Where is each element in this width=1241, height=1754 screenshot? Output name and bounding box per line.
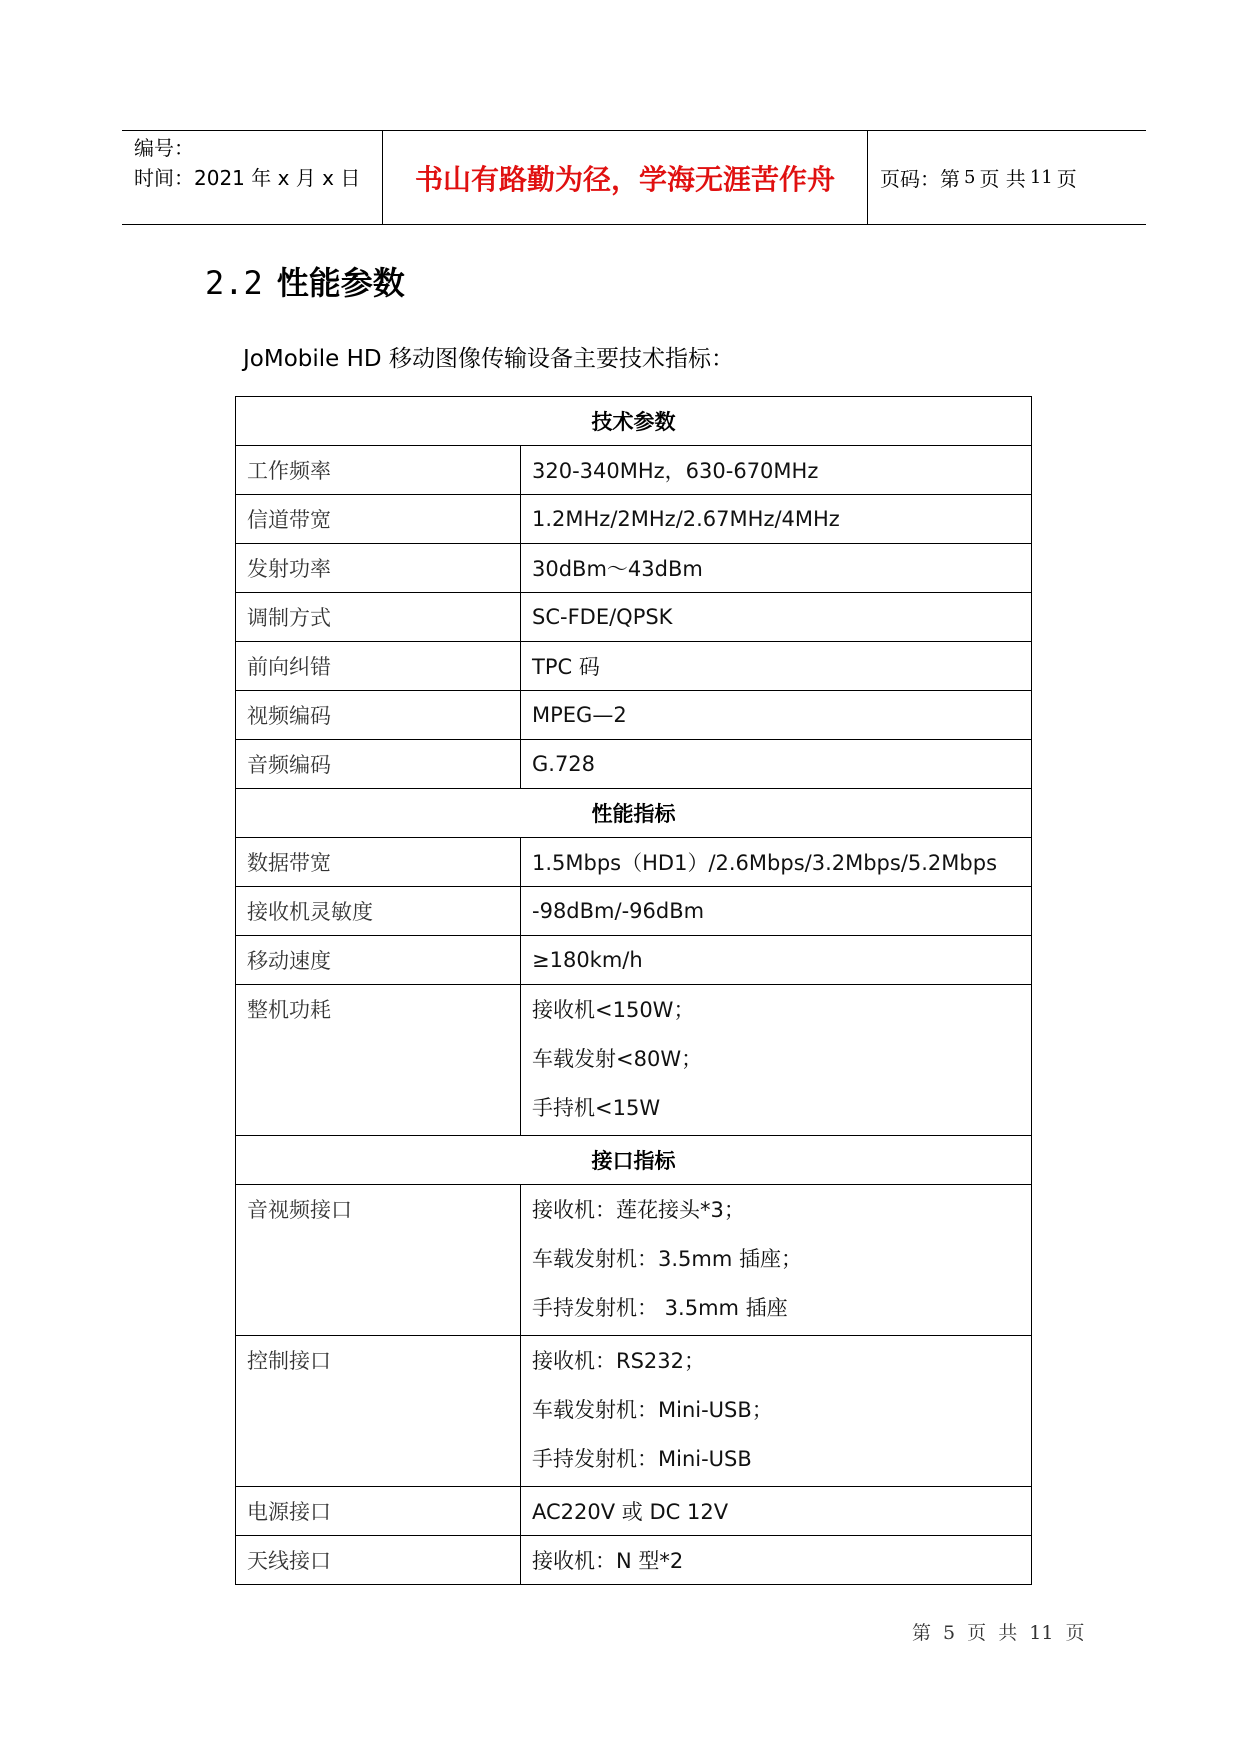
row-label: 调制方式	[236, 593, 521, 642]
row-value	[521, 1336, 1032, 1487]
table-row	[236, 1487, 1032, 1536]
row-value	[521, 1185, 1032, 1336]
row-label-text: 整机功耗	[247, 998, 331, 1022]
page-total: 11	[1029, 167, 1053, 188]
row-label-text: 音视频接口	[247, 1198, 352, 1222]
value-line: 车载发射机：Mini-USB；	[532, 1398, 773, 1422]
table-row	[236, 740, 1032, 789]
section-header-performance: 性能指标	[236, 789, 1032, 838]
section-header-interface: 接口指标	[236, 1136, 1032, 1185]
row-value: AC220V 或 DC 12V	[521, 1487, 1032, 1536]
document-time-label: 时间：2021 年 x 月 x 日	[134, 166, 361, 190]
spec-table	[235, 396, 1032, 1585]
intro-paragraph	[243, 340, 734, 373]
value-line: 手持发射机：Mini-USB	[532, 1447, 752, 1471]
table-row	[236, 985, 1032, 1136]
row-value: 1.2MHz/2MHz/2.67MHz/4MHz	[521, 495, 1032, 544]
page-footer: 第 5 页 共 11 页	[912, 1622, 1085, 1644]
header-meta	[134, 133, 384, 193]
row-label: 电源接口	[236, 1487, 521, 1536]
row-label: 音频编码	[236, 740, 521, 789]
header-divider	[867, 131, 868, 224]
table-row	[236, 544, 1032, 593]
row-label	[236, 1336, 521, 1487]
row-value: SC-FDE/QPSK	[521, 593, 1032, 642]
row-label: 接收机灵敏度	[236, 887, 521, 936]
row-label: 视频编码	[236, 691, 521, 740]
row-label: 移动速度	[236, 936, 521, 985]
row-label: 发射功率	[236, 544, 521, 593]
row-value: MPEG—2	[521, 691, 1032, 740]
intro-product-name: JoMobile HD	[243, 346, 389, 372]
header-motto: 书山有路勤为径，学海无涯苦作舟	[414, 162, 835, 196]
value-line: 接收机：莲花接头*3；	[532, 1198, 745, 1222]
row-label	[236, 1185, 521, 1336]
row-value: 30dBm～43dBm	[521, 544, 1032, 593]
row-value: 320-340MHz，630-670MHz	[521, 446, 1032, 495]
row-value: -98dBm/-96dBm	[521, 887, 1032, 936]
value-line: 手持机<15W	[532, 1096, 661, 1120]
page-suffix: 页	[1056, 167, 1077, 191]
section-title	[205, 258, 405, 304]
intro-text: 移动图像传输设备主要技术指标：	[388, 346, 734, 372]
table-row	[236, 887, 1032, 936]
table-section-header	[236, 1136, 1032, 1185]
table-section-header	[236, 789, 1032, 838]
row-label: 工作频率	[236, 446, 521, 495]
row-label	[236, 985, 521, 1136]
table-row	[236, 1185, 1032, 1336]
header-page-number	[880, 131, 1077, 224]
table-row	[236, 495, 1032, 544]
table-row	[236, 691, 1032, 740]
page-prefix: 页码：第	[880, 167, 960, 191]
row-value: TPC 码	[521, 642, 1032, 691]
row-value	[521, 985, 1032, 1136]
row-value: 1.5Mbps（HD1）/2.6Mbps/3.2Mbps/5.2Mbps	[521, 838, 1032, 887]
value-line: 接收机<150W；	[532, 998, 695, 1022]
row-label-text: 控制接口	[247, 1349, 331, 1373]
value-line: 接收机：RS232；	[532, 1349, 706, 1373]
table-row	[236, 642, 1032, 691]
value-line: 车载发射机：3.5mm 插座；	[532, 1247, 802, 1271]
table-row	[236, 446, 1032, 495]
value-line: 手持发射机： 3.5mm 插座	[532, 1296, 788, 1320]
section-title-text: 性能参数	[276, 264, 405, 302]
row-label: 前向纠错	[236, 642, 521, 691]
row-value: ≥180km/h	[521, 936, 1032, 985]
page-mid: 页 共	[979, 167, 1026, 191]
page-header	[122, 130, 1146, 225]
value-line: 车载发射<80W；	[532, 1047, 703, 1071]
section-header-tech: 技术参数	[236, 397, 1032, 446]
row-label: 数据带宽	[236, 838, 521, 887]
table-row	[236, 593, 1032, 642]
table-section-header	[236, 397, 1032, 446]
row-label: 天线接口	[236, 1536, 521, 1585]
table-row	[236, 838, 1032, 887]
section-number: 2.2	[205, 264, 263, 302]
row-label: 信道带宽	[236, 495, 521, 544]
table-row	[236, 1336, 1032, 1487]
table-row	[236, 936, 1032, 985]
page-current: 5	[964, 167, 976, 188]
document-number-label: 编号：	[134, 136, 194, 160]
row-value: G.728	[521, 740, 1032, 789]
row-value: 接收机：N 型*2	[521, 1536, 1032, 1585]
table-row	[236, 1536, 1032, 1585]
